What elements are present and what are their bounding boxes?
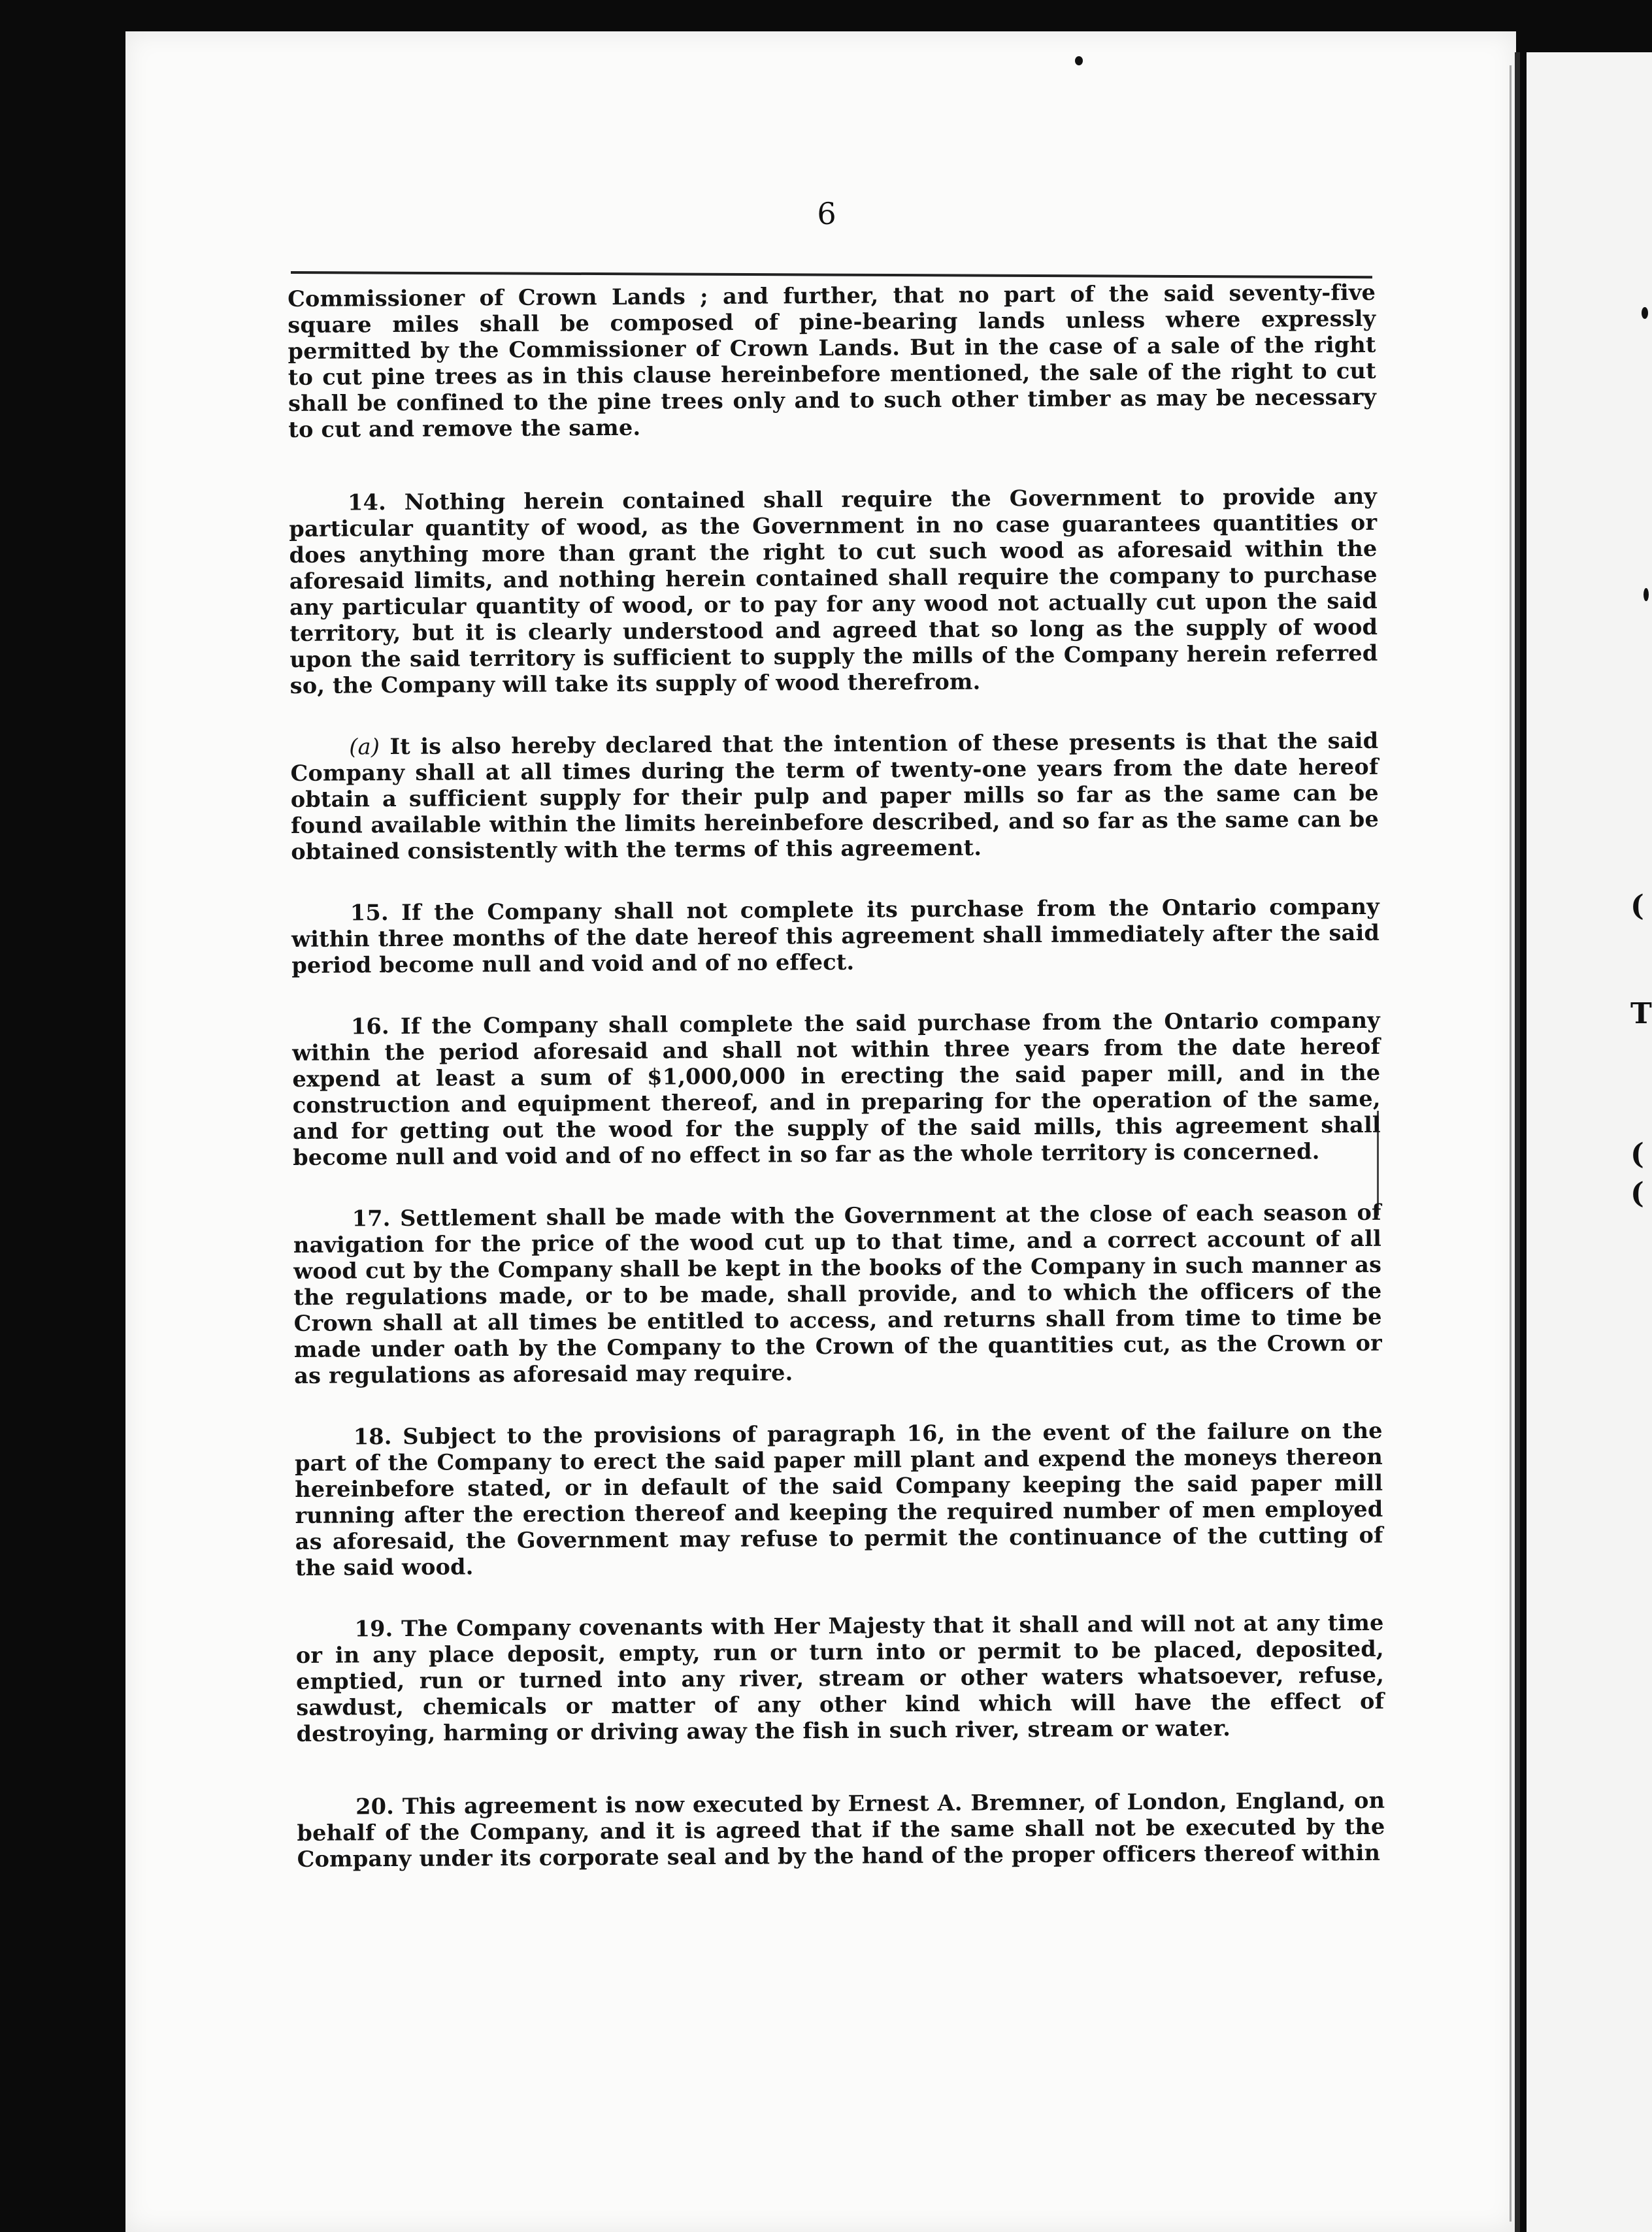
clause-14 (289, 484, 1378, 699)
clause-number: 17. (352, 1206, 391, 1232)
adjacent-page-fragment: ( (1630, 1177, 1644, 1210)
document-body (288, 280, 1385, 1908)
page-binding-line (1510, 65, 1512, 2222)
clause-text: If the Company shall complete the said purchase from the Ontario company within the period aforesaid and shall not within three years from the date hereof expend at least a sum of $1,000,000 in erecting the said paper mill, and in the construction and equipment thereof, and in preparing for the operation of the same, and for getting out the wood for the supply of the said mills, this agreement shall become null and void and of no effect in so far as the whole territory is concerned. (292, 1007, 1381, 1170)
clause-text: It is also hereby declared that the intention of these presents is that the said Company shall at all times during the term of twenty-one years from the date hereof obtain a sufficient supply for their pulp and paper mills so far as the same can be found available within the limits hereinbefore described, and so far as the same can be obtained consistently with the terms of this agreement. (290, 727, 1379, 864)
clause-text: Subject to the provisions of paragraph 16, in the event of the failure on the part of the Company to erect the said paper mill plant and expend the moneys thereon hereinbefore stated, or in default of the said Company keeping the said paper mill running after the erection thereof and keeping the required number of men employed as aforesaid, the Government may refuse to permit the continuance of the cutting of the said wood. (294, 1417, 1383, 1581)
clause-17 (293, 1200, 1383, 1389)
clause-14a (290, 728, 1379, 865)
clause-number: (a) (349, 734, 380, 760)
adjacent-page-fragment: ( (1630, 1138, 1644, 1171)
scan-speck (1642, 307, 1648, 319)
clause-19 (295, 1610, 1384, 1747)
paragraph-text: Commissioner of Crown Lands ; and further, that no part of the said seventy-five square miles shall be composed of pine-bearing lands unless where expressly permitted by the Commissioner of Crown Lands. But in the case of a sale of the right to cut pine trees as in this clause hereinbefore mentioned, the sale of the right to cut shall be confined to the pine trees only and to such other timber as may be necessary to cut and remove the same. (288, 279, 1377, 442)
clause-18 (295, 1418, 1383, 1581)
clause-text: Settlement shall be made with the Government at the close of each season of navigation for the price of the wood cut up to that time, and a correct account of all wood cut by the Company shall be kept in the books of the Company in such manner as the regulations made, or to be made, shall provide, and to which the officers of the Crown shall at all times be entitled to access, and returns shall from time to time be made under oath by the Company to the Crown of the quantities cut, as the Crown or as regulations as aforesaid may require. (293, 1199, 1383, 1388)
clause-15 (291, 894, 1380, 979)
clause-text: The Company covenants with Her Majesty that it shall and will not at any time or in any place deposit, empty, run or turn into or permit to be placed, deposited, emptied, run or turned into any river, stream or other waters whatsoever, refuse, sawdust, chemicals or matter of any other kind which will have the effect of destroying, harming or driving away the fish in such river, stream or water. (295, 1609, 1385, 1747)
clause-16 (292, 1008, 1381, 1171)
clause-text: Nothing herein contained shall require the Government to provide any particular quantity of wood, as the Government in no case guarantees quantities or does anything more than grant the right to cut such wood as aforesaid within the aforesaid limits, and nothing herein contained shall require the company to purchase any particular quantity of wood, or to pay for any wood not actually cut upon the said territory, but it is clearly understood and agreed that so long as the supply of wood upon the said territory is sufficient to supply the mills of the Company herein referred so, the Company will take its supply of wood therefrom. (289, 483, 1378, 698)
adjacent-page-fragment: ( (1630, 889, 1644, 923)
clause-number: 15. (350, 900, 389, 926)
clause-number: 19. (354, 1616, 393, 1642)
scan-speck (1644, 588, 1649, 601)
page-gutter-shadow (1515, 52, 1520, 2232)
clause-text: This agreement is now executed by Ernest A. Bremner, of London, England, on behalf of the Company, and it is agreed that if the same shall not be executed by the Company under its corporate seal and by the hand of the proper officers thereof within (297, 1787, 1385, 1872)
adjacent-page-fragment: T (1630, 997, 1652, 1030)
opening-paragraph (288, 280, 1376, 443)
clause-number: 18. (353, 1424, 392, 1450)
clause-number: 14. (347, 489, 387, 516)
scan-speck (1075, 56, 1083, 65)
clause-number: 20. (355, 1794, 395, 1820)
clause-number: 16. (350, 1013, 389, 1040)
page-number: 6 (817, 196, 836, 231)
clause-text: If the Company shall not complete its purchase from the Ontario company within three months of the date hereof this agreement shall immediately after the said period become null and void and of no effect. (291, 893, 1380, 978)
clause-20 (297, 1788, 1385, 1873)
